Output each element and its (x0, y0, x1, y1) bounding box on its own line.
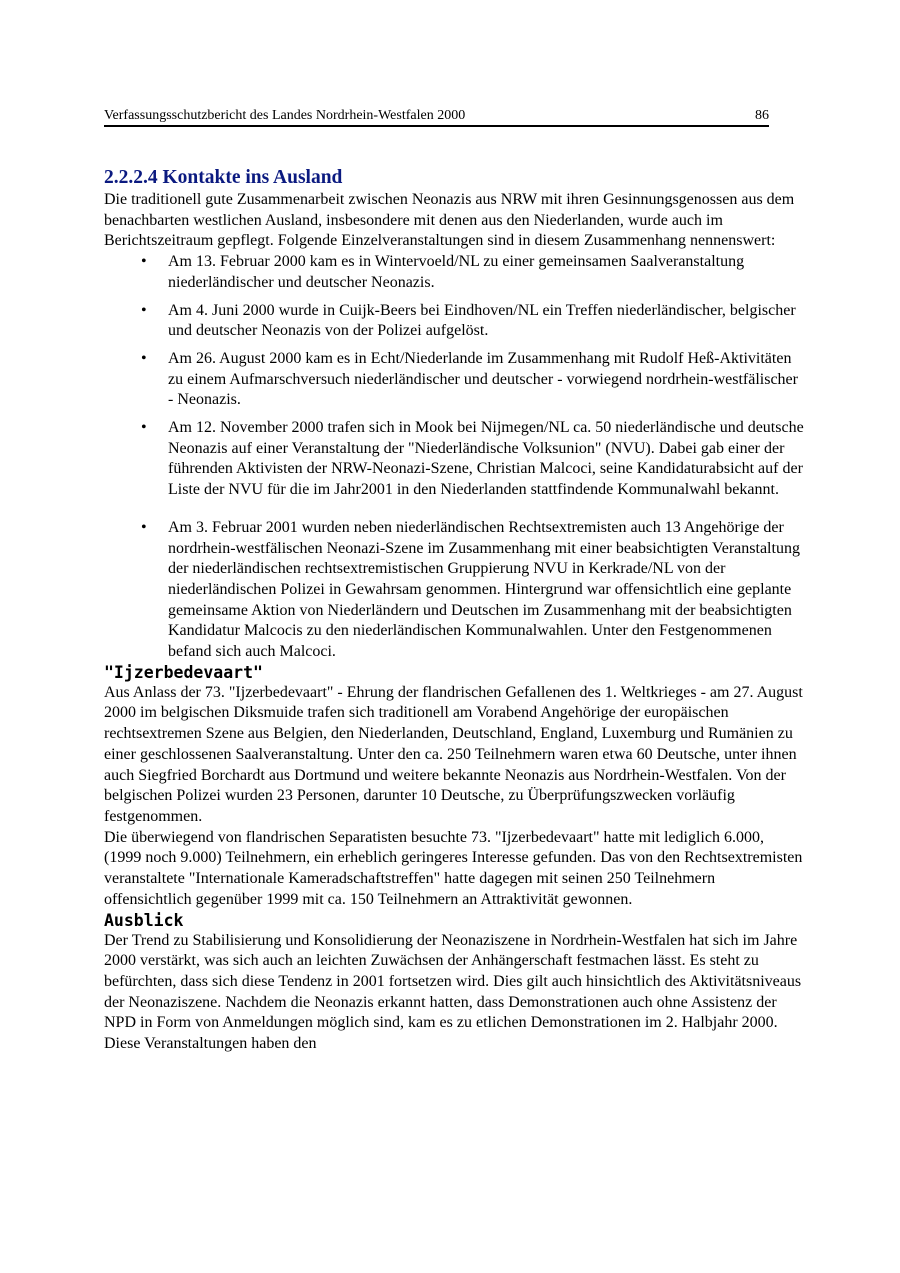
list-item-text: Am 13. Februar 2000 kam es in Wintervoeld/NL zu einer gemeinsamen Saalveranstaltung niederländischer und deutscher Neonazis. (168, 253, 745, 291)
page-content (104, 160, 804, 1055)
list-item-text: Am 4. Juni 2000 wurde in Cuijk-Beers bei Eindhoven/NL ein Treffen niederländischer, belgischer und deutscher Neonazis von der Polizei aufgelöst. (168, 301, 796, 340)
section-heading: 2.2.2.4 Kontakte ins Ausland (104, 167, 343, 188)
bullet-icon: • (141, 301, 147, 319)
list-item (104, 418, 804, 501)
list-item-text: Am 26. August 2000 kam es in Echt/Niederlande im Zusammenhang mit Rudolf Heß-Aktivitäten zu einem Aufmarschversuch niederländischer und deutscher - vorwiegend nordrhein-westfälischer - Neonazis. (168, 349, 798, 409)
bullet-icon: • (141, 349, 147, 367)
list-item (104, 349, 804, 411)
list-item (104, 301, 804, 342)
bullet-icon: • (141, 253, 147, 271)
list-item-text: Am 12. November 2000 trafen sich in Mook bei Nijmegen/NL ca. 50 niederländische und deutsche Neonazis auf einer Veranstaltung der "Niederländische Volksunion" (NVU). Dabei gab einer der führenden Aktivisten der NRW-Neonazi-Szene, Christian Malcoci, seine Kandidaturabsicht auf der Liste der NVU für die im Jahr2001 in den Niederlanden stattfindende Kommunalwahl bekannt. (168, 419, 804, 499)
ijzerbedevaart-paragraph-1: Aus Anlass der 73. "Ijzerbedevaart" - Ehrung der flandrischen Gefallenen des 1. Weltkrieges - am 27. August 2000 im belgischen Diksmuide trafen sich traditionell am Vorabend Angehörige der europäischen rechtsextremen Szene aus Belgien, den Niederlanden, Deutschland, England, Luxemburg und Rumänien zu einer geschlossenen Saalveranstaltung. Unter den ca. 250 Teilnehmern waren etwa 60 Deutsche, unter ihnen auch Siegfried Borchardt aus Dortmund und weitere bekannte Neonazis aus Nordrhein-Westfalen. Von der belgischen Polizei wurden 23 Personen, darunter 10 Deutsche, zu Überprüfungszwecken vorläufig festgenommen. (104, 683, 803, 825)
running-header (104, 106, 769, 127)
intro-paragraph: Die traditionell gute Zusammenarbeit zwischen Neonazis aus NRW mit ihren Gesinnungsgenossen aus dem benachbarten westlichen Ausland, insbesondere mit denen aus den Niederlanden, wurde auch im Berichtszeitraum gepflegt. Folgende Einzelveranstaltungen sind in diesem Zusammenhang nennenswert: (104, 191, 795, 250)
page-number: 86 (755, 108, 769, 123)
list-item (104, 252, 804, 293)
ausblick-heading: Ausblick (104, 910, 184, 930)
bullet-icon: • (141, 419, 147, 437)
bullet-icon: • (141, 518, 147, 536)
list-item (104, 518, 804, 663)
ausblick-paragraph: Der Trend zu Stabilisierung und Konsolidierung der Neonaziszene in Nordrhein-Westfalen hat sich im Jahre 2000 verstärkt, was sich auch an leichten Zuwächsen der Anhängerschaft festmachen lässt. Es steht zu befürchten, dass sich diese Tendenz in 2001 fortsetzen wird. Dies gilt auch hinsichtlich des Aktivitätsniveaus der Neonaziszene. Nachdem die Neonazis erkannt hatten, dass Demonstrationen auch ohne Assistenz der NPD in Form von Anmeldungen möglich sind, kam es zu etlichen Demonstrationen im 2. Halbjahr 2000. Diese Veranstaltungen haben den (104, 931, 802, 1053)
ijzerbedevaart-paragraph-2: Die überwiegend von flandrischen Separatisten besuchte 73. "Ijzerbedevaart" hatte mit lediglich 6.000, (1999 noch 9.000) Teilnehmern, ein erheblich geringeres Interesse gefunden. Das von den Rechtsextremisten veranstaltete "Internationale Kameradschaftstreffen" hatte dagegen mit seinen 250 Teilnehmern offensichtlich gegenüber 1999 mit ca. 150 Teilnehmern an Attraktivität gewonnen. (104, 828, 803, 908)
event-list (104, 252, 804, 663)
ijzerbedevaart-heading: "Ijzerbedevaart" (104, 662, 263, 682)
list-item-text: Am 3. Februar 2001 wurden neben niederländischen Rechtsextremisten auch 13 Angehörige der nordrhein-westfälischen Neonazi-Szene im Zusammenhang mit einer beabsichtigten Veranstaltung der niederländischen rechtsextremistischen Gruppierung NVU in Kerkrade/NL von der niederländischen Polizei in Gewahrsam genommen. Hintergrund war offensichtlich eine geplante gemeinsame Aktion von Niederländern und Deutschen im Zusammenhang mit der beabsichtigten Kandidatur Malcocis zu den niederländischen Kommunalwahlen. Unter den Festgenommenen befand sich auch Malcoci. (168, 518, 800, 661)
header-title: Verfassungsschutzbericht des Landes Nordrhein-Westfalen 2000 (104, 108, 466, 123)
